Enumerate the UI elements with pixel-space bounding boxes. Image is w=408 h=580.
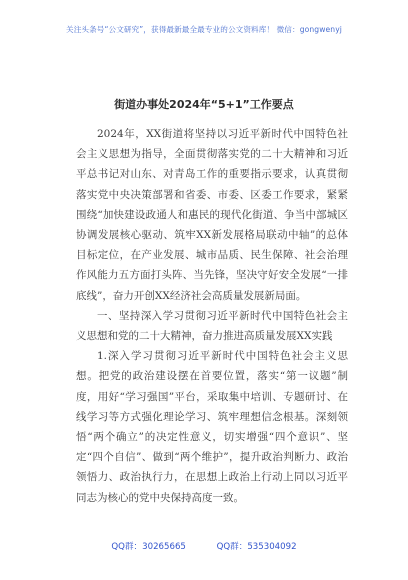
paragraph-intro: 2024年，XX街道将坚持以习近平新时代中国特色社会主义思想为指导，全面贯彻落实党的二十大精神和习近平总书记对山东、对青岛工作的重要指示要求，认真贯彻落实党中央决策部署和省委、市委、区委工作要求，紧紧围绕“加快建设政通人和惠民的现代化街道、争当中部城区协调发展核心驱动、筑牢XX新发展格局联动中轴”的总体目标定位，在产业发展、城市品质、民生保障、社会治理作风能力五方面打头阵、当先锋，坚决守好安全发展“一排底线”，奋力开创XX经济社会高质量发展新局面。 <box>76 128 348 302</box>
document-title: 街道办事处2024年“5+1”工作要点 <box>114 98 294 111</box>
footer-qq-groups <box>0 540 408 552</box>
qq-group-2: QQ群：535304092 <box>216 542 297 552</box>
section-heading-1: 一、坚持深入学习贯彻习近平新时代中国特色社会主义思想和党的二十大精神，奋力推进高质量发展XX实践 <box>76 309 348 343</box>
document-body <box>76 124 348 508</box>
qq-group-1: QQ群：30265665 <box>111 542 186 552</box>
header-banner: 关注头条号“公文研究”，获得最新最全最专业的公文资料库！ 微信：gongwenyj <box>66 25 342 34</box>
paragraph-item-1: 1.深入学习贯彻习近平新时代中国特色社会主义思想。把党的政治建设摆在首要位置，落实“第一议题”制度，用好“学习强国”平台，采取集中培训、专题研讨、在线学习等方式强化理论学习、筑牢理想信念根基。深刻领悟“两个确立”的决定性意义，切实增强“四个意识”、坚定“四个自信”、做到“两个维护”，提升政治判断力、政治领悟力、政治执行力，在思想上政治上行动上同以习近平同志为核心的党中央保持高度一致。 <box>76 350 348 504</box>
